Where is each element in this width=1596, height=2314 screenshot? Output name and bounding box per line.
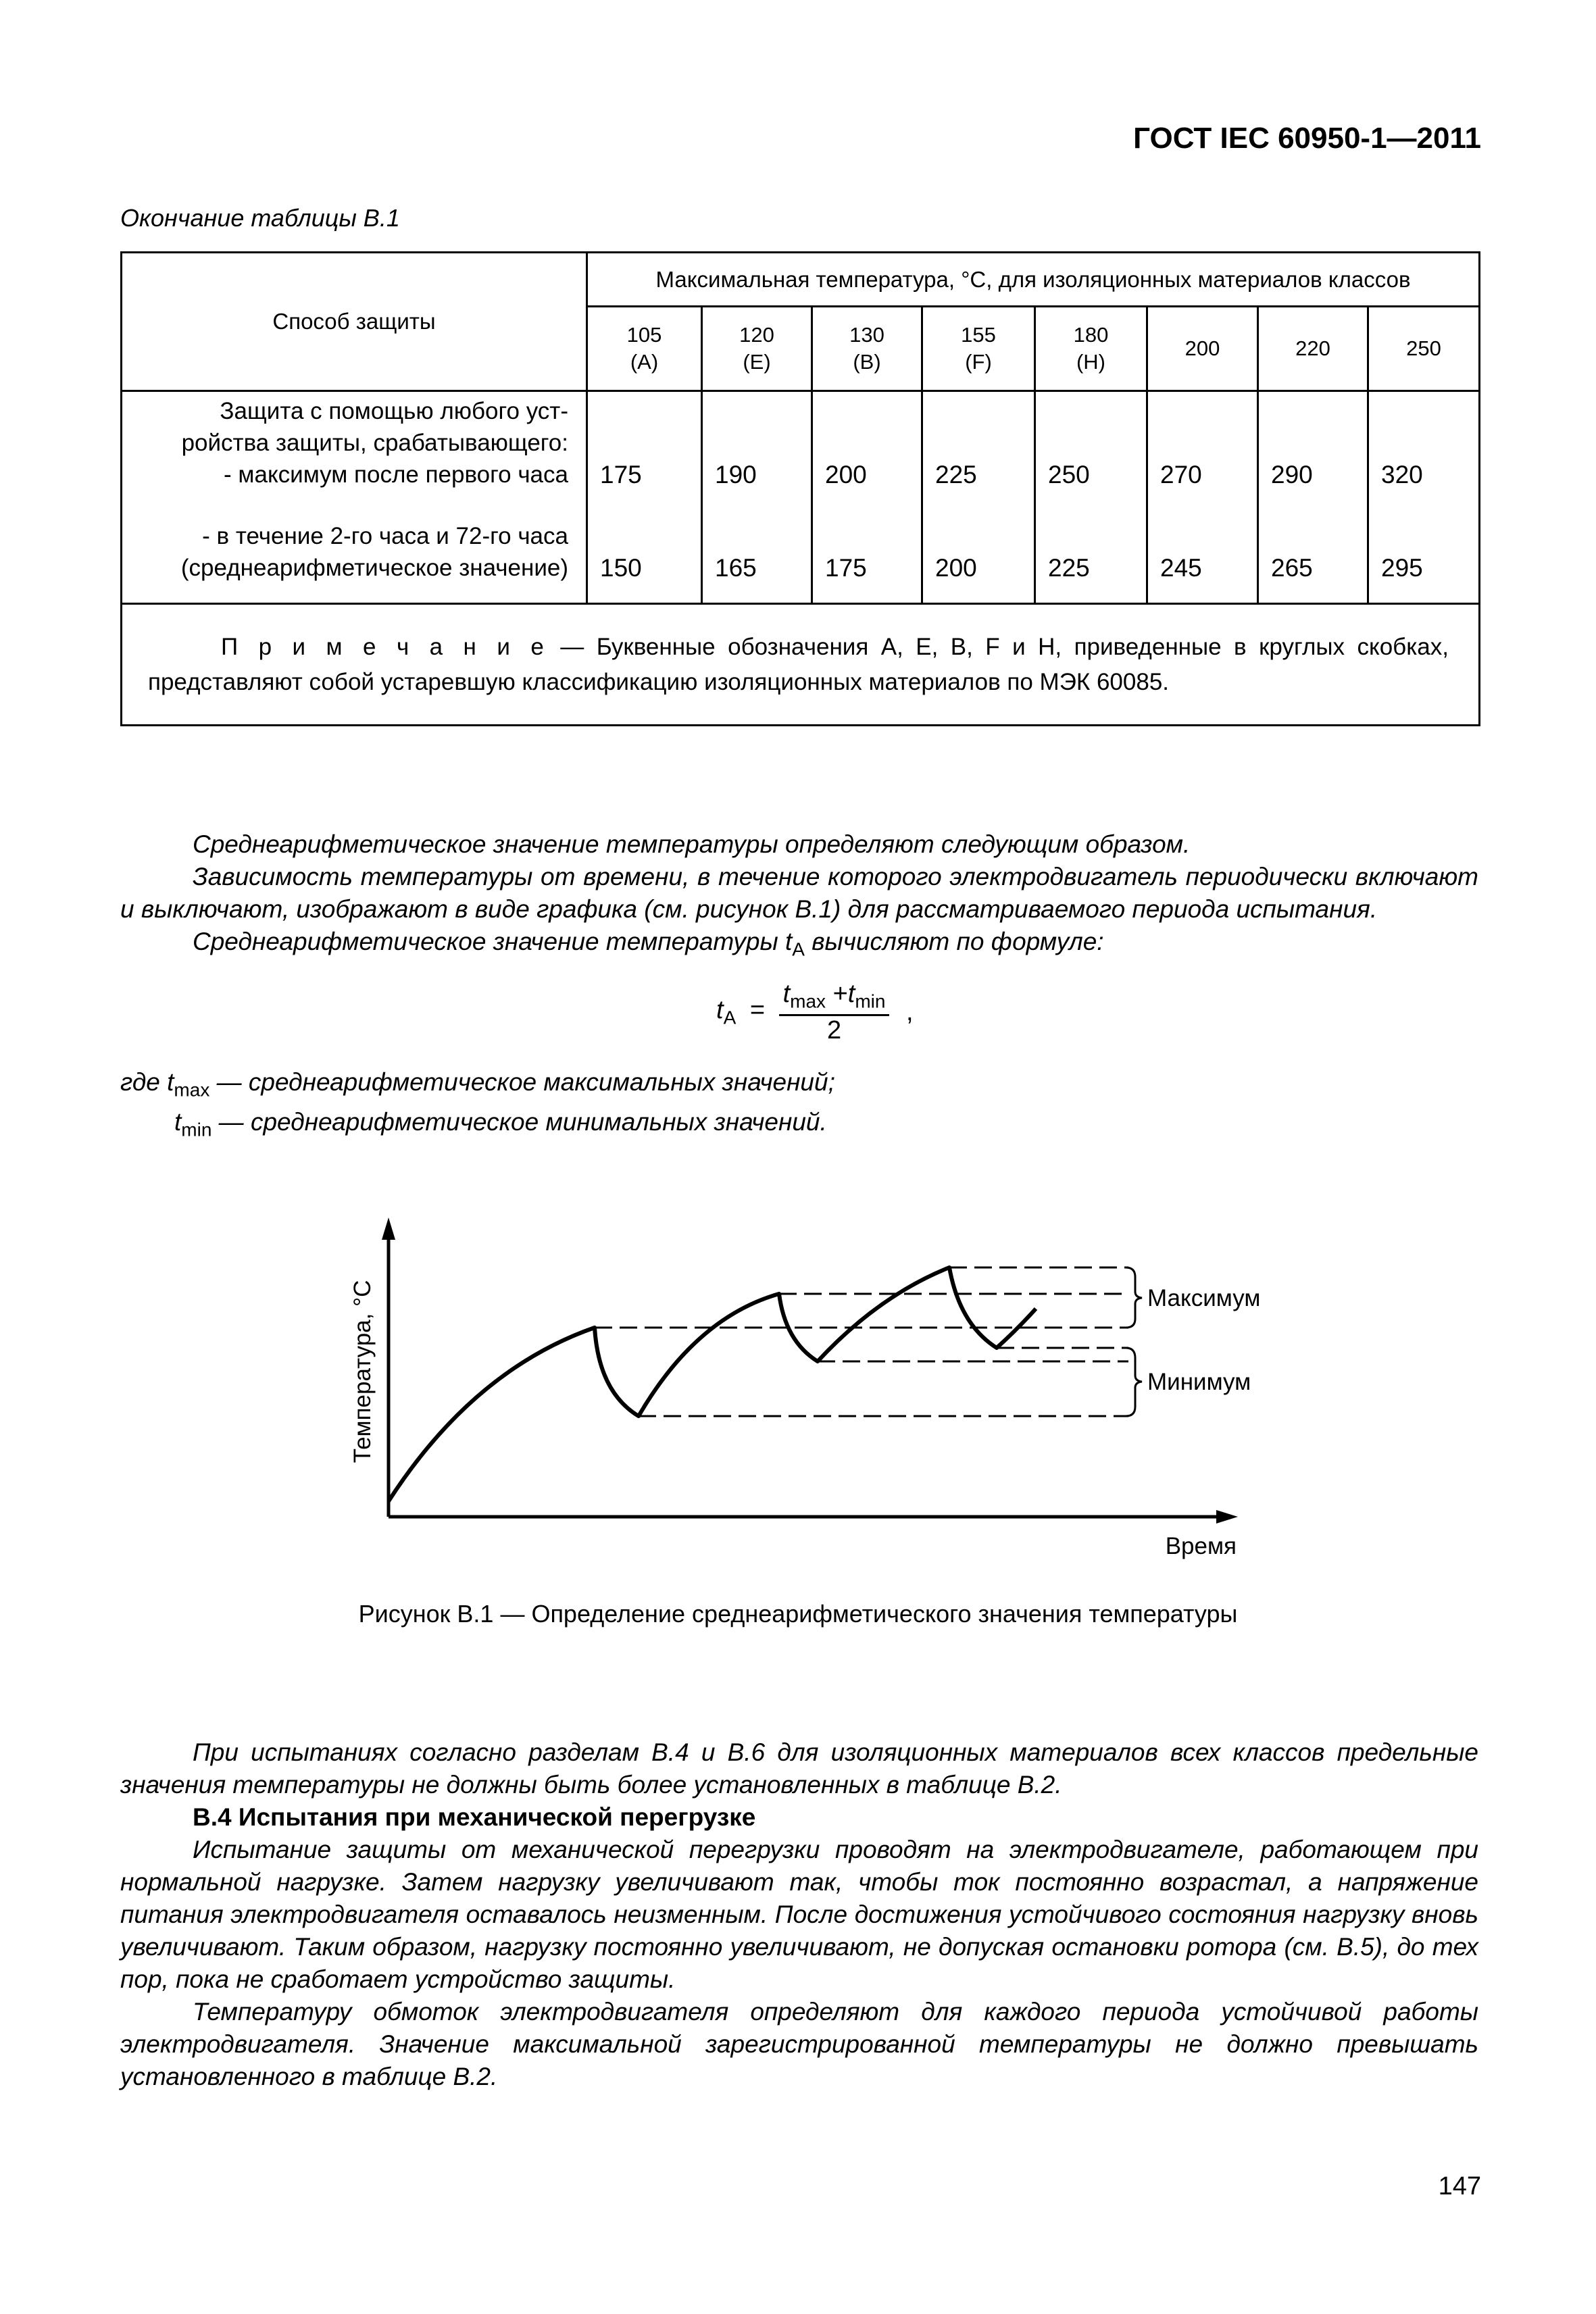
value-max: 190 bbox=[715, 461, 757, 488]
method-line: Защита с помощью любого уст- bbox=[220, 398, 568, 424]
subscript: A bbox=[792, 938, 805, 960]
value-avg: 175 bbox=[825, 554, 867, 582]
class-num: 220 bbox=[1295, 336, 1330, 360]
note-label: П р и м е ч а н и е bbox=[221, 633, 548, 660]
class-letter: (Е) bbox=[743, 350, 771, 374]
text-run: где bbox=[120, 1068, 168, 1096]
paragraph: Испытание защиты от механической перегрузки проводят на электродвигателе, работающем при нормальной нагрузке. Затем нагрузку увеличивают так, чтобы ток постоянно возрастал, а напряжение питания электродвигателя оставалось неизменным. После достижения устойчивого состояния нагрузку вновь увеличивают. Таким образом, нагрузку постоянно увеличивают, не допуская остановки ротора (см. В.5), до тех пор, пока не сработает устройство защиты. bbox=[120, 1836, 1478, 1993]
class-num: 155 bbox=[961, 323, 996, 347]
text-run: t bbox=[784, 928, 793, 955]
value-avg: 165 bbox=[715, 554, 757, 582]
paragraph: Среднеарифметическое значение температуры определяют следующим образом. bbox=[193, 830, 1191, 858]
value-max: 290 bbox=[1271, 461, 1313, 488]
method-line: (среднеарифметическое значение) bbox=[180, 555, 568, 581]
value-max: 225 bbox=[935, 461, 977, 488]
text-run: вычисляют по формуле: bbox=[804, 928, 1104, 955]
text-run: t bbox=[174, 1108, 182, 1136]
value-avg: 245 bbox=[1160, 554, 1202, 582]
class-num: 200 bbox=[1184, 336, 1220, 360]
class-num: 105 bbox=[626, 323, 662, 347]
document-header: ГОСТ IEC 60950-1—2011 bbox=[1133, 122, 1481, 155]
formula-sub: min bbox=[855, 990, 886, 1012]
formula-sub: max bbox=[790, 990, 826, 1012]
class-letter: (Н) bbox=[1076, 350, 1106, 374]
value-avg: 150 bbox=[600, 554, 642, 582]
subscript: min bbox=[181, 1119, 212, 1140]
method-line: - максимум после первого часа bbox=[224, 461, 568, 488]
text-run: Среднеарифметическое значение температуры bbox=[193, 928, 785, 955]
x-axis-arrow bbox=[1216, 1510, 1238, 1524]
formula-comma: , bbox=[906, 997, 914, 1026]
y-axis-arrow bbox=[382, 1217, 395, 1240]
method-line: ройства защиты, срабатывающего: bbox=[181, 430, 568, 456]
method-header: Способ защиты bbox=[272, 309, 436, 334]
value-max: 250 bbox=[1048, 461, 1090, 488]
text-run: — среднеарифметическое минимальных значений. bbox=[211, 1108, 827, 1136]
paragraph: При испытаниях согласно разделам В.4 и В.6 для изоляционных материалов всех классов предельные значения температуры не должны быть более установленных в таблице В.2. bbox=[120, 1738, 1478, 1799]
class-num: 250 bbox=[1406, 336, 1441, 360]
class-letter: (А) bbox=[630, 350, 659, 374]
label-maximum: Максимум bbox=[1147, 1285, 1261, 1311]
formula-lhs: t bbox=[716, 996, 724, 1024]
value-max: 270 bbox=[1160, 461, 1202, 488]
temperature-curve bbox=[389, 1267, 1036, 1501]
value-max: 320 bbox=[1381, 461, 1423, 488]
value-avg: 225 bbox=[1048, 554, 1090, 582]
value-max: 175 bbox=[600, 461, 642, 488]
formula-lhs-sub: A bbox=[723, 1007, 737, 1028]
y-axis-label: Температура, °С bbox=[349, 1280, 376, 1463]
page-number: 147 bbox=[1438, 2172, 1481, 2200]
value-avg: 265 bbox=[1271, 554, 1313, 582]
value-max: 200 bbox=[825, 461, 867, 488]
text-run: — среднеарифметическое максимальных значений; bbox=[209, 1068, 835, 1096]
section-heading: В.4 Испытания при механической перегрузке bbox=[193, 1803, 756, 1831]
min-brace bbox=[1126, 1348, 1142, 1416]
table-caption: Окончание таблицы В.1 bbox=[120, 204, 400, 232]
value-avg: 295 bbox=[1381, 554, 1423, 582]
class-letter: (F) bbox=[965, 350, 992, 374]
class-num: 180 bbox=[1073, 323, 1109, 347]
figure-caption: Рисунок В.1 — Определение среднеарифметического значения температуры bbox=[358, 1600, 1238, 1628]
text-run: t bbox=[167, 1068, 174, 1096]
class-num: 120 bbox=[739, 323, 774, 347]
formula-num: t bbox=[782, 980, 791, 1008]
note-text: — Буквенные обозначения А, Е, В, F и Н, приведенные в круглых скобках, представляют собой устаревшую классификацию изоляционных материалов по МЭК 60085. bbox=[148, 633, 1449, 695]
method-line: - в течение 2-го часа и 72-го часа bbox=[202, 523, 568, 549]
paragraph: Температуру обмоток электродвигателя определяют для каждого периода устойчивой работы электродвигателя. Значение максимальной зарегистрированной температуры не должно превышать установленного в таблице В.2. bbox=[120, 1998, 1478, 2090]
value-avg: 200 bbox=[935, 554, 977, 582]
group-header: Максимальная температура, °С, для изоляционных материалов классов bbox=[655, 266, 1411, 292]
formula-num: t bbox=[847, 980, 855, 1008]
label-minimum: Минимум bbox=[1147, 1369, 1251, 1395]
class-num: 130 bbox=[849, 323, 884, 347]
formula-plus: + bbox=[826, 980, 848, 1008]
formula-den: 2 bbox=[826, 1015, 842, 1045]
subscript: max bbox=[174, 1079, 210, 1101]
formula-eq: = bbox=[749, 996, 766, 1024]
class-letter: (В) bbox=[853, 350, 881, 374]
x-axis-label: Время bbox=[1165, 1533, 1237, 1559]
paragraph: Зависимость температуры от времени, в течение которого электродвигатель периодически включают и выключают, изображают в виде графика (см. рисунок В.1) для рассматриваемого периода испытания. bbox=[120, 863, 1478, 923]
max-brace bbox=[1126, 1267, 1142, 1328]
